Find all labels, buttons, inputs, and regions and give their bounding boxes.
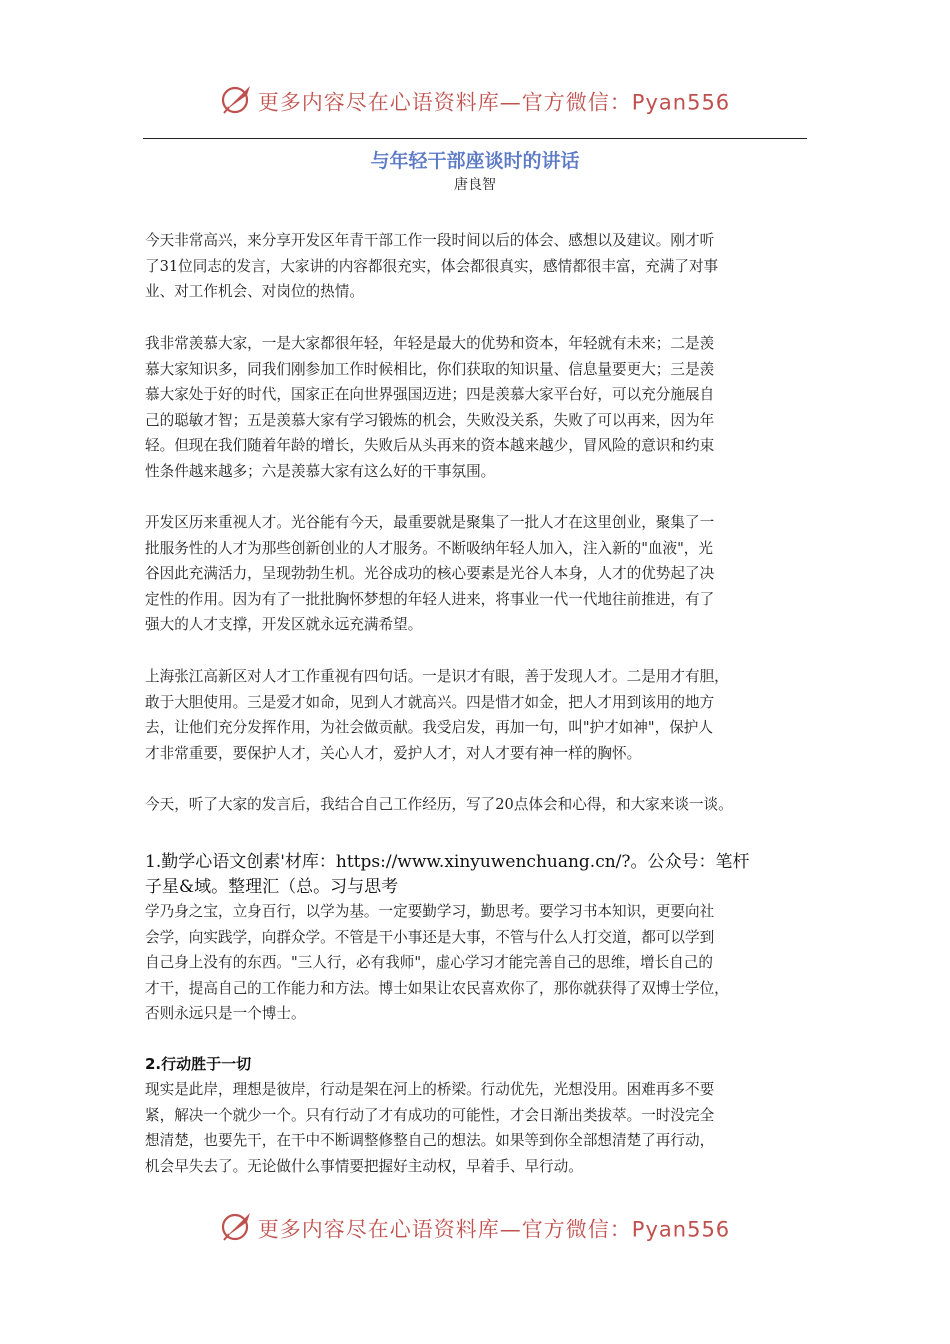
paragraph-4: 上海张江高新区对人才工作重视有四句话。一是识才有眼，善于发现人才。二是用才有胆， 敢于大胆使用。三是爱才如命，见到人才就高兴。四是惜才如金，把人才用到该用的地方 去，让他们充分发挥作用，为社会做贡献。我受启发，再加一句，叫"护才如神"，保护人 才非常重要，要保护人才，关心人才，爱护人才，对人才要有神一样的胸怀。: [145, 668, 729, 762]
quill-pen-logo-icon: [220, 1210, 254, 1247]
section-2-heading: 2.行动胜于一切: [145, 1055, 252, 1073]
section-1-body: 学乃身之宝，立身百行，以学为基。一定要勤学习，勤思考。要学习书本知识，更要向社 会学，向实践学，向群众学。不管是干小事还是大事，不管与什么人打交道，都可以学到 自己身上没有的东西。"三人行，必有我师"，虚心学习才能完善自己的思维，增长自己的 才干，提高自己的工作能力和方法。博士如果让农民喜欢你了，那你就获得了双博士学位， 否则永远只是一个博士。: [145, 903, 729, 1022]
header-banner: [0, 83, 950, 120]
document-author: 唐良智: [454, 177, 496, 193]
section-2-body: 现实是此岸，理想是彼岸，行动是架在河上的桥梁。行动优先，光想没用。困难再多不要 紧，解决一个就少一个。只有行动了才有成功的可能性，才会日渐出类拔萃。一时没完全 想清楚，也要先干，在干中不断调整修整自己的想法。如果等到你全部想清楚了再行动， 机会早失去了。无论做什么事情要把握好主动权，早着手、早行动。: [145, 1081, 715, 1175]
paragraph-5: 今天，听了大家的发言后，我结合自己工作经历，写了20点体会和心得，和大家来谈一谈。: [145, 796, 733, 813]
header-divider: [143, 138, 807, 139]
quill-pen-logo-icon: [220, 83, 254, 120]
section-1-heading: 1.勤学心语文创素'材库：https://www.xinyuwenchuang.cn/?。公众号：笔杆 子星&域。整理汇（总。习与思考: [145, 852, 750, 897]
document-title: 与年轻干部座谈时的讲话: [370, 150, 580, 172]
banner-text: 更多内容尽在心语资料库—官方微信：Pyan556: [257, 90, 731, 115]
paragraph-3: 开发区历来重视人才。光谷能有今天，最重要就是聚集了一批人才在这里创业，聚集了一 批服务性的人才为那些创新创业的人才服务。不断吸纳年轻人加入，注入新的"血液"，光 谷因此充满活力，呈现勃勃生机。光谷成功的核心要素是光谷人本身，人才的优势起了决 定性的作用。因为有了一批批胸怀梦想的年轻人进来，将事业一代一代地往前推进，有了 强大的人才支撑，开发区就永远充满希望。: [145, 514, 715, 633]
banner-text: 更多内容尽在心语资料库—官方微信：Pyan556: [257, 1217, 731, 1242]
paragraph-1: 今天非常高兴，来分享开发区年青干部工作一段时间以后的体会、感想以及建议。刚才听 了31位同志的发言，大家讲的内容都很充实，体会都很真实，感情都很丰富，充满了对事 业、对工作机会、对岗位的热情。: [145, 232, 719, 300]
footer-banner: [0, 1210, 950, 1247]
paragraph-2: 我非常羡慕大家，一是大家都很年轻，年轻是最大的优势和资本，年轻就有未来；二是羡 慕大家知识多，同我们刚参加工作时候相比，你们获取的知识量、信息量要更大；三是羡 慕大家处于好的时代，国家正在向世界强国迈进；四是羡慕大家平台好，可以充分施展自 己的聪敏才智；五是羡慕大家有学习锻炼的机会，失败没关系，失败了可以再来，因为年 轻。但现在我们随着年龄的增长，失败后从头再来的资本越来越少，冒风险的意识和约束 性条件越来越多；六是羡慕大家有这么好的干事氛围。: [145, 335, 715, 480]
